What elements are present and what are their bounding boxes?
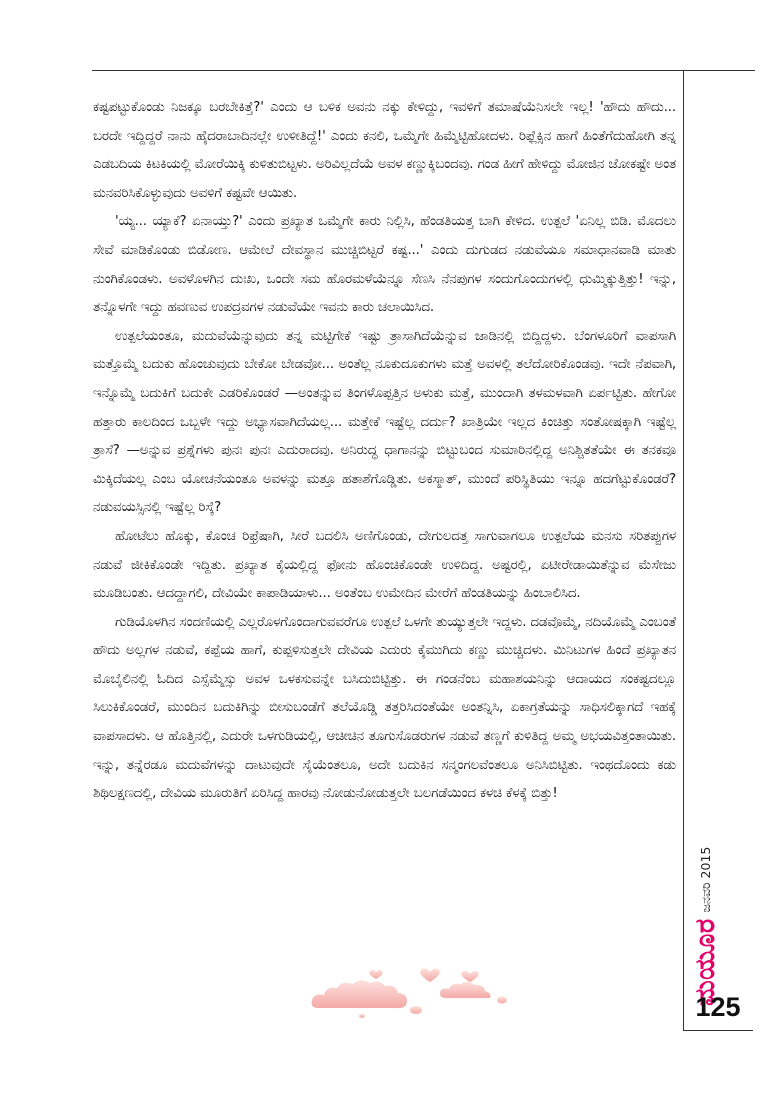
heart-shape-1 — [420, 968, 440, 982]
cloud-shape-main — [312, 980, 407, 1008]
cloud-ornament-icon — [306, 960, 516, 1020]
cloud-shape-right — [440, 982, 491, 998]
paragraph-5: ಗುಡಿಯೊಳಗಿನ ಸಂದಣಿಯಲ್ಲಿ ಎಲ್ಲರೊಳಗೊಂದಾಗುವವರೆಗೂ ಉತ್ಪಲೆ ಒಳಗೇ ತುಯ್ಯುತ್ತಲೇ ಇದ್ದಳು. ದಡವೊಮ್ಮೆ, ನದಿಯೊಮ್ಮೆ ಎಂಬಂತೆ ಹೌದು ಅಲ್ಲಗಳ ನಡುವೆ, ಕಪ್ಪೆಯ ಹಾಗೆ, ಕುಪ್ಪಳಿಸುತ್ತಲೇ ದೇವಿಯ ಎದುರು ಕೈಮುಗಿದು ಕಣ್ಣು ಮುಚ್ಚಿದಳು. ಮಿನಿಟುಗಳ ಹಿಂದೆ ಪ್ರಖ್ಯಾತನ ಮೊಬೈಲಿನಲ್ಲಿ ಓದಿದ ಎಸ್ಸೆಮ್ಮೆಸ್ಸು ಅವಳ ಒಳಕಸುವನ್ನೇ ಬಸಿದುಬಿಟ್ಟಿತ್ತು. ಈ ಗಂಡನೆಂಬ ಮಹಾಶಯನಿನ್ನು ಆದಾಯದ ಸಂಕಷ್ಟದಲ್ಲೂ ಸಿಲುಕಿಕೊಂಡರೆ, ಮುಂದಿನ ಬದುಕಿಗಿನ್ನು ಬೀಸುಬಂಡೆಗೆ ತಲೆಯೊಡ್ಡಿ ತತ್ತರಿಸಿದಂತೆಯೇ ಅಂತನ್ನಿಸಿ, ಏಕಾಗ್ರತೆಯನ್ನು ಸಾಧಿಸಲಿಕ್ಕಾಗದೆ ಇಹಕ್ಕೆ ವಾಪಸಾದಳು. ಆ ಹೊತ್ತಿನಲ್ಲಿ, ಎದುರೇ ಒಳಗುಡಿಯಲ್ಲಿ, ಆಚೀಚಿನ ತೂಗುಸೊಡರುಗಳ ನಡುವೆ ತಣ್ಣಗೆ ಕುಳಿತಿದ್ದ ಅಮ್ಮ ಅಭಯವಿತ್ತಂತಾಯಿತು. ಇನ್ನು, ತನ್ನೆರಡೂ ಮದುವೆಗಳನ್ನು ದಾಟುವುದೇ ಸೈಯೆಂತಲೂ, ಅದೇ ಬದುಕಿನ ಸನ್ಮಂಗಲವೆಂತಲೂ ಅನಿಸಿಬಿಟ್ಟಿತು. ಇಂಥದೊಂದು ಕಡು ಶಿಥಿಲಕ್ಷಣದಲ್ಲಿ, ದೇವಿಯ ಮೂರುತಿಗೆ ಏರಿಸಿದ್ದ ಹಾರವು ನೋಡುನೋಡುತ್ತಲೇ ಬಲಗಡೆಯಿಂದ ಕಳಚಿ ಕೆಳಕ್ಕೆ ಬಿತ್ತು! — [93, 614, 676, 802]
paragraph-2: 'ಯ್ಯ... ಯ್ಯಾಕೆ? ಏನಾಯ್ತು?' ಎಂದು ಪ್ರಖ್ಯಾತ ಒಮ್ಮೆಗೇ ಕಾರು ನಿಲ್ಲಿಸಿ, ಹೆಂಡತಿಯತ್ತ ಬಾಗಿ ಕೇಳಿದ. ಉತ್ಪಲೆ 'ಏನಿಲ್ಲ ಬಿಡಿ. ಮೊದಲು ಸೇವೆ ಮಾಡಿಕೊಂಡು ಬಿಡೋಣ. ಆಮೇಲೆ ದೇವಸ್ಥಾನ ಮುಚ್ಚಿಬಿಟ್ಟರೆ ಕಷ್ಟ...' ಎಂದು ದುಗುಡದ ನಡುವೆಯೂ ಸಮಾಧಾನವಾಡಿ ಮಾತು ನುಂಗಿಕೊಂಡಳು. ಅವಳೊಳಗಿನ ದುಃಖ, ಒಂದೇ ಸಮ ಹೊರಮಳೆಯೆನ್ನೂ ಸೆಣಸಿ ನೆನಪುಗಳ ಸಂದುಗೊಂದುಗಳಲ್ಲಿ ಧುಮ್ಮಿಕ್ಕುತ್ತಿತ್ತು! ಇನ್ನು, ತನ್ನೊಳಗೇ ಇದ್ದು ಹವಣುವ ಉಪದ್ರವಗಳ ನಡುವೆಯೇ ಇವನು ಕಾರು ಚಲಾಯಿಸಿದ. — [93, 214, 676, 316]
top-rule — [92, 70, 755, 71]
cloud-dot-1 — [410, 1006, 422, 1014]
bottom-rule — [683, 1030, 753, 1031]
issue-date: ಜನವರಿ 2015 — [698, 846, 713, 913]
paragraph-3: ಉತ್ಪಲೆಯಂತೂ, ಮದುವೆಯೆನ್ನುವುದು ತನ್ನ ಮಟ್ಟಿಗೇಕೆ ಇಷ್ಟು ತ್ರಾಸಾಗಿದೆಯೆನ್ನುವ ಜಾಡಿನಲ್ಲಿ ಬಿದ್ದಿದ್ದಳು. ಬೆಂಗಳೂರಿಗೆ ವಾಪಸಾಗಿ ಮತ್ತೊಮ್ಮೆ ಬದುಕು ಹೊಂಚುವುದು ಬೇಕೋ ಬೇಡವೋ... ಅಂತೆಲ್ಲ ನೂಕುದೂಕುಗಳು ಮತ್ತೆ ಅವಳಲ್ಲಿ ತಲೆದೋರಿಕೊಂಡವು. ಇದೇ ನೆಪವಾಗಿ, ಇನ್ನೊಮ್ಮೆ ಬದುಕಿಗೆ ಬದುಕೇ ಎಡರಿಕೊಂಡರೆ —ಅಂತನ್ನುವ ತಿಂಗಳೊಪ್ಪತ್ತಿನ ಅಳುಕು ಮತ್ತೆ, ಮುಂದಾಗಿ ತಳಮಳವಾಗಿ ಏರ್ಪಟ್ಟಿತು. ಹೇಗೋ ಹತ್ತಾರು ಕಾಲದಿಂದ ಒಬ್ಬಳೇ ಇದ್ದು ಅಭ್ಯಾಸವಾಗಿದೆಯಲ್ಲ... ಮತ್ತೇಕೆ ಇಷ್ಟೆಲ್ಲ ದರ್ದು? ಖಾತ್ರಿಯೇ ಇಲ್ಲದ ಕಿಂಚಿತ್ತು ಸಂತೋಷಕ್ಕಾಗಿ ಇಷ್ಟೆಲ್ಲ ತ್ರಾಸೆ? —ಅನ್ನುವ ಪ್ರಶ್ನೆಗಳು ಪುನಃ ಪುನಃ ಎದುರಾದವು. ಅನಿರುದ್ಧ ಧಾಗಾನನ್ನು ಬಿಟ್ಟುಬಂದ ಸುಮಾರಿನಲ್ಲಿದ್ದ ಅನಿಶ್ಚಿತತೆಯೇ ಈ ತನಕವೂ ಮಿಕ್ಕಿದೆಯಲ್ಲ ಎಂಬ ಯೋಚನೆಯಂತೂ ಅವಳನ್ನು ಮತ್ತೂ ಹತಾಶೆಗೊಡ್ಡಿತು. ಅಕಸ್ಮಾತ್, ಮುಂದೆ ಪರಿಸ್ಥಿತಿಯು ಇನ್ನೂ ಹದಗೆಟ್ಟುಕೊಂಡರೆ? ನಡುವಯಸ್ಸಿನಲ್ಲಿ ಇಷ್ಟೆಲ್ಲ ರಿಸ್ಕೆ? — [93, 328, 676, 516]
heart-shape-2 — [461, 971, 478, 982]
magazine-masthead — [687, 826, 725, 1006]
paragraph-4: ಹೋಟೆಲು ಹೊಕ್ಕು, ಕೊಂಚ ರಿಫ್ರೆಷಾಗಿ, ಸೀರೆ ಬದಲಿಸಿ ಅಣಿಗೊಂಡು, ದೇಗುಲದತ್ತ ಸಾಗುವಾಗಲೂ ಉತ್ಪಲೆಯ ಮನಸು ಸರಿತಪ್ಪುಗಳ ನಡುವೆ ಜೀಕಿಕೊಂಡೇ ಇದ್ದಿತು. ಪ್ರಖ್ಯಾತ ಕೈಯಲ್ಲಿದ್ದ ಫೋನು ಹೊಂಚಿಕೊಂಡೇ ಉಳಿದಿದ್ದ. ಅಷ್ಟರಲ್ಲಿ, ಏಟೀರೇಡಾಯಿತೆನ್ನುವ ಮೆಸೇಜು ಮೂಡಿಬಂತು. ಆದದ್ದಾಗಲಿ, ದೇವಿಯೇ ಕಾಪಾಡಿಯಾಳು... ಅಂತೆಂಬ ಉಮೇದಿನ ಮೇರೆಗೆ ಹೆಂಡತಿಯನ್ನು ಹಿಂಬಾಲಿಸಿದ. — [93, 528, 676, 602]
cloud-dot-2 — [497, 997, 507, 1004]
heart-shape-3 — [369, 970, 383, 979]
side-rule — [683, 70, 684, 1030]
paragraph-1: ಕಷ್ಟಪಟ್ಟುಕೊಂಡು ನಿಜಕ್ಕೂ ಬರಬೇಕಿತ್ತೆ?' ಎಂದು ಆ ಬಳಿಕ ಅವನು ನಕ್ಕು ಕೇಳಿದ್ದು, ಇವಳಿಗೆ ತಮಾಷೆಯೆನಿಸಲೇ ಇಲ್ಲ! 'ಹೌದು ಹೌದು... ಬರದೇ ಇದ್ದಿದ್ದರೆ ನಾನು ಹೈದರಾಬಾದಿನಲ್ಲೇ ಉಳೀತಿದ್ದೆ!' ಎಂದು ಕನಲಿ, ಒಮ್ಮೆಗೇ ಹಿಮ್ಮೆಟ್ಟಿಹೋದಳು. ರಿಫ್ಲೆಕ್ಸಿನ ಹಾಗೆ ಹಿಂತೆಗೆದುಹೋಗಿ ತನ್ನ ಎಡಬದಿಯ ಕಿಟಕಿಯಲ್ಲಿ ಮೋರೆಯಿಕ್ಕಿ ಕುಳಿತುಬಿಟ್ಟಳು. ಅರಿವಿಲ್ಲದೆಯೆ ಅವಳ ಕಣ್ಣುಕ್ಕಿಬಂದವು. ಗಂಡ ಹೀಗೆ ಹೇಳಿದ್ದು ಮೋಜಿನ ಜೋಕಷ್ಟೇ ಅಂತ ಮನವರಿಸಿಕೊಳ್ಳುವುದು ಅವಳಿಗೆ ಕಷ್ಟವೇ ಆಯಿತು. — [93, 100, 676, 201]
magazine-name: ಮಯೂರ — [690, 918, 721, 1006]
article-body — [93, 94, 676, 809]
cloud-dot-3 — [359, 1014, 365, 1018]
page-number: 125 — [695, 992, 741, 1022]
